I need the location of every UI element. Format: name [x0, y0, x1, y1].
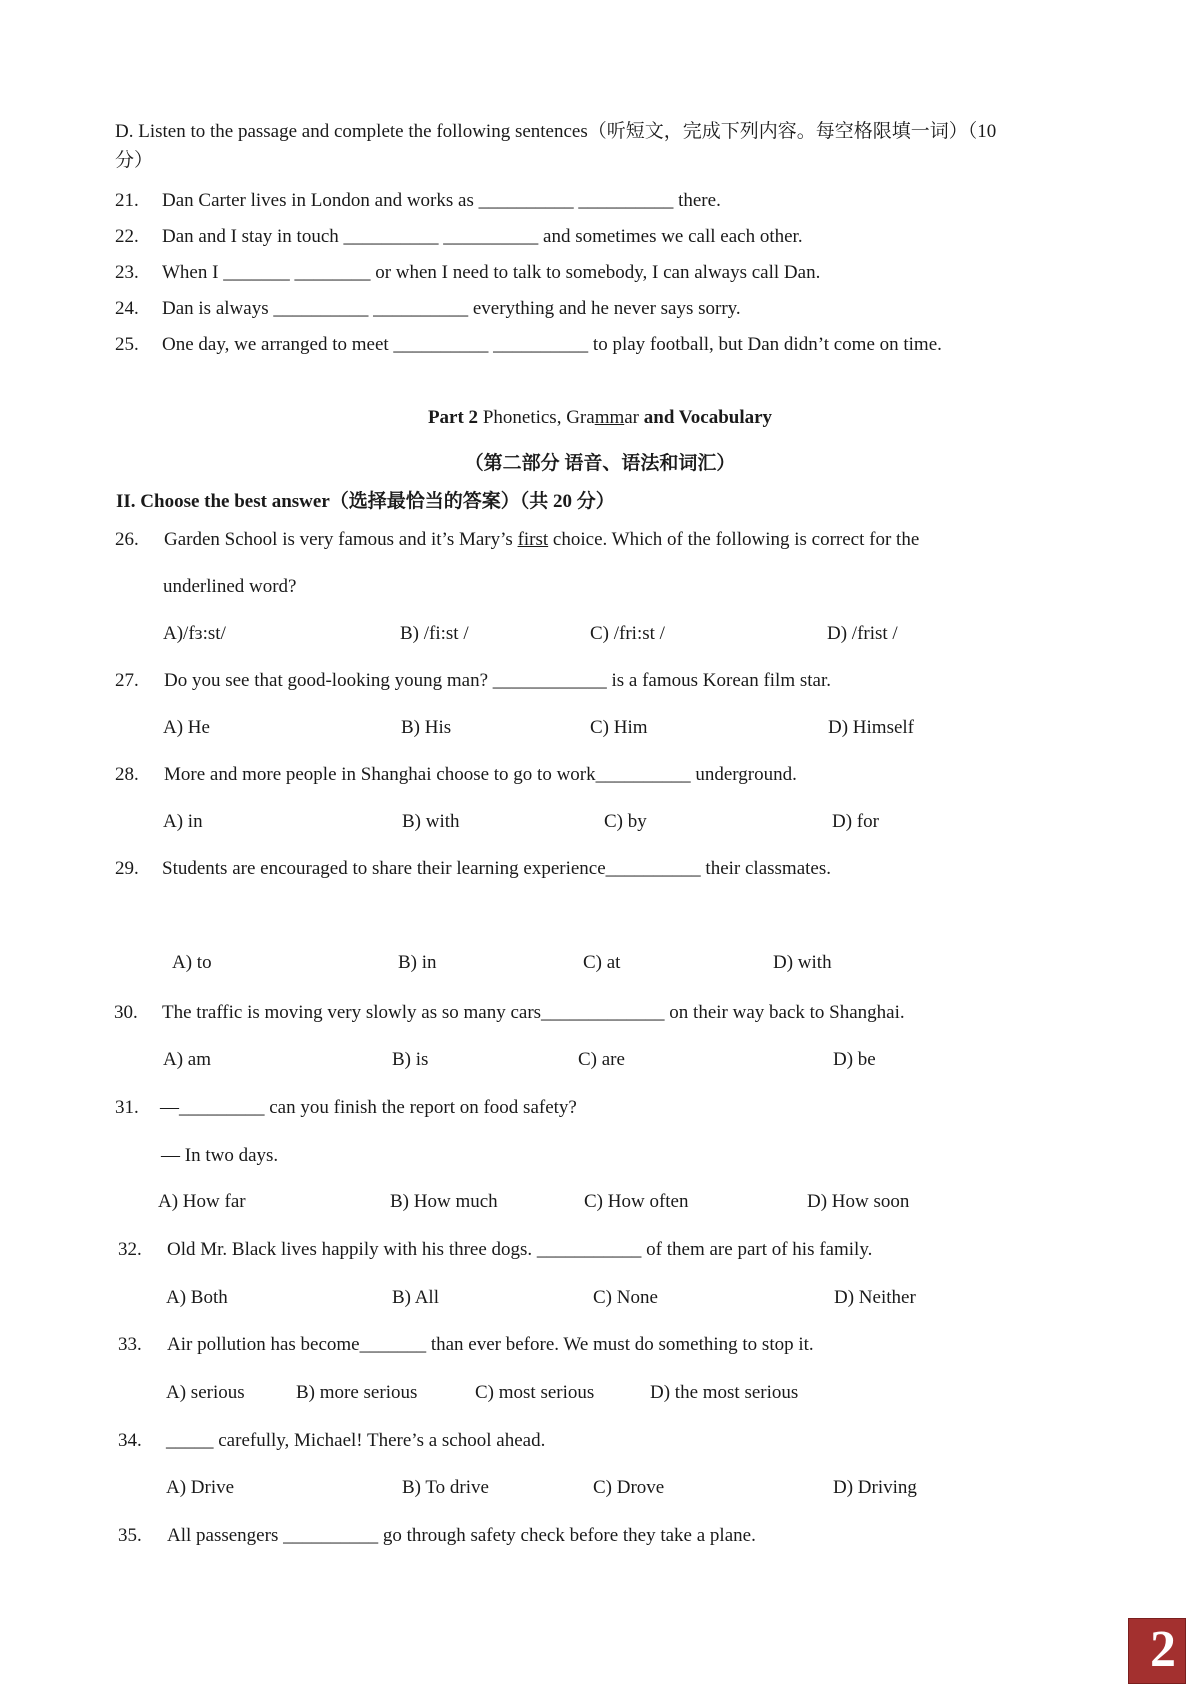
option-c: C) Drove [593, 1477, 665, 1498]
question-text: The traffic is moving very slowly as so many cars_____________ on their way back to Shanghai. [162, 1002, 905, 1023]
option-c: C) by [604, 811, 647, 832]
option-b: B) with [402, 811, 460, 832]
option-d: D) be [833, 1049, 876, 1070]
part2-title-bold: and Vocabulary [643, 407, 773, 428]
underlined-word: first [517, 529, 549, 550]
question-text-part: choice. Which of the following is correct for the [548, 529, 920, 550]
item-number: 22. [115, 226, 139, 247]
option-a: A)/fɜ:st/ [163, 623, 226, 644]
question-number: 34. [118, 1430, 142, 1451]
option-c: C) None [593, 1287, 658, 1308]
question-number: 33. [118, 1334, 142, 1355]
option-a: A) Both [166, 1287, 228, 1308]
section-d-instruction: D. Listen to the passage and complete the following sentences（听短文，完成下列内容。每空格限填一词）（10 [115, 121, 997, 142]
item-number: 23. [115, 262, 139, 283]
option-a: A) am [163, 1049, 212, 1070]
item-text: Dan and I stay in touch __________ __________ and sometimes we call each other. [162, 226, 803, 247]
option-c: C) most serious [475, 1382, 595, 1403]
question-text-part: Garden School is very famous and it’s Mary’s [164, 529, 518, 550]
answer-line: — In two days. [161, 1145, 279, 1166]
item-text: Dan is always __________ __________ everything and he never says sorry. [162, 298, 741, 319]
option-b: B) All [392, 1287, 439, 1308]
option-c: C) /fri:st / [590, 623, 665, 644]
question-text: _____ carefully, Michael! There’s a school ahead. [166, 1430, 546, 1451]
section-d-instruction-cont: 分） [115, 150, 154, 171]
option-b: B) How much [390, 1191, 498, 1212]
option-a: A) in [163, 811, 203, 832]
option-d: D) the most serious [650, 1382, 799, 1403]
item-number: 25. [115, 334, 139, 355]
part2-title [0, 406, 1200, 430]
option-d: D) How soon [807, 1191, 910, 1212]
question-text: More and more people in Shanghai choose to go to work__________ underground. [164, 764, 797, 785]
question-number: 29. [115, 858, 139, 879]
option-d: D) with [773, 952, 832, 973]
part2-title-text: ar [624, 407, 644, 428]
item-number: 24. [115, 298, 139, 319]
option-d: D) Driving [833, 1477, 917, 1498]
question-number: 27. [115, 670, 139, 691]
question-number: 32. [118, 1239, 142, 1260]
option-d: D) /frist / [827, 623, 898, 644]
option-c: C) Him [590, 717, 648, 738]
part2-subtitle: （第二部分 语音、语法和词汇） [464, 453, 736, 474]
option-d: D) for [832, 811, 879, 832]
part2-title-text: Phonetics, Gra [478, 407, 595, 428]
option-b: B) His [401, 717, 452, 738]
question-number: 35. [118, 1525, 142, 1546]
option-b: B) in [398, 952, 437, 973]
part2-title-bold: Part 2 [427, 407, 479, 428]
option-b: B) is [392, 1049, 429, 1070]
item-text: One day, we arranged to meet __________ __________ to play football, but Dan didn’t come on time. [162, 334, 942, 355]
option-b: B) more serious [296, 1382, 418, 1403]
question-number: 30. [114, 1002, 138, 1023]
question-text-cont: underlined word? [163, 576, 297, 597]
question-text: Students are encouraged to share their learning experience__________ their classmates. [162, 858, 831, 879]
item-text: Dan Carter lives in London and works as __________ __________ there. [162, 190, 721, 211]
option-b: B) To drive [402, 1477, 489, 1498]
option-c: C) How often [584, 1191, 689, 1212]
option-a: A) He [163, 717, 210, 738]
question-number: 31. [115, 1097, 139, 1118]
option-c: C) are [578, 1049, 625, 1070]
page-number: 2 [1150, 1621, 1176, 1678]
option-d: D) Neither [834, 1287, 916, 1308]
item-number: 21. [115, 190, 139, 211]
section-ii-heading: II. Choose the best answer（选择最恰当的答案）（共 20 分） [116, 491, 615, 512]
option-b: B) /fi:st / [400, 623, 469, 644]
option-d: D) Himself [828, 717, 915, 738]
question-text: Do you see that good-looking young man? ____________ is a famous Korean film star. [164, 670, 832, 691]
question-text [164, 528, 919, 552]
question-number: 28. [115, 764, 139, 785]
question-text: All passengers __________ go through safety check before they take a plane. [167, 1525, 756, 1546]
item-text: When I _______ ________ or when I need to talk to somebody, I can always call Dan. [162, 262, 821, 283]
option-c: C) at [583, 952, 621, 973]
question-number: 26. [115, 529, 139, 550]
question-text: Old Mr. Black lives happily with his three dogs. ___________ of them are part of his family. [167, 1239, 873, 1260]
option-a: A) serious [166, 1382, 245, 1403]
option-a: A) to [172, 952, 212, 973]
question-text: Air pollution has become_______ than ever before. We must do something to stop it. [167, 1334, 814, 1355]
option-a: A) Drive [166, 1477, 235, 1498]
part2-title-underlined: mm [594, 407, 625, 428]
question-text: —_________ can you finish the report on food safety? [160, 1097, 577, 1118]
option-a: A) How far [158, 1191, 246, 1212]
